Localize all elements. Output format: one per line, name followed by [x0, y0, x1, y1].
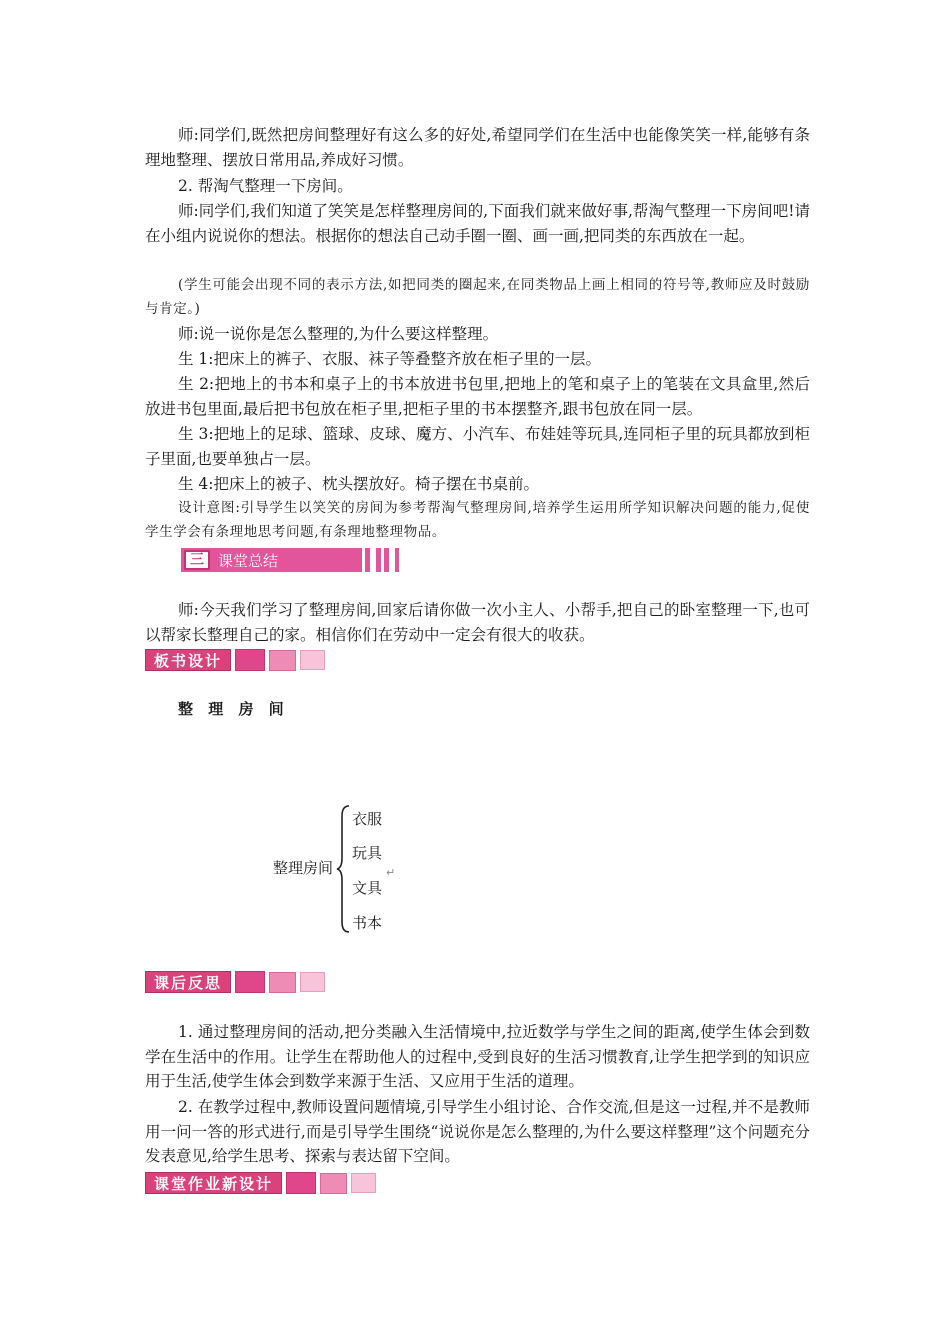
- paragraph: 师:同学们,我们知道了笑笑是怎样整理房间的,下面我们就来做好事,帮淘气整理一下房间吧!请在小组内说说你的想法。根据你的想法自己动手圈一圈、画一画,把同类的东西放在一起。: [145, 202, 810, 245]
- header-title: 板书设计: [145, 649, 231, 671]
- paragraph: 生 1:把床上的裤子、衣服、袜子等叠整齐放在柜子里的一层。: [178, 350, 602, 368]
- stripe: [389, 548, 395, 572]
- paragraph: 2. 帮淘气整理一下房间。: [178, 177, 353, 195]
- paragraph: 1. 通过整理房间的活动,把分类融入生活情境中,拉近数学与学生之间的距离,使学生体会到数学在生活中的作用。让学生在帮助他人的过程中,受到良好的生活习惯教育,让学生把学到的知识应用于生活,使学生体会到数学来源于生活、又应用于生活的道理。: [145, 1023, 810, 1090]
- board-title: 整 理 房 间: [178, 700, 289, 718]
- decor-square: [320, 1173, 347, 1194]
- section-label: 课堂总结: [218, 551, 279, 570]
- return-mark: ↵: [386, 866, 396, 879]
- mindmap-root: 整理房间: [273, 859, 334, 877]
- decor-square: [235, 971, 265, 993]
- board-design-header: [145, 649, 325, 671]
- decor-square: [300, 972, 325, 992]
- paragraph-note: (学生可能会出现不同的表示方法,如把同类的圈起来,在同类物品上画上相同的符号等,教师应及时鼓励与肯定。): [145, 277, 810, 317]
- decor-square: [235, 649, 265, 671]
- paragraph: 生 2:把地上的书本和桌子上的书本放进书包里,把地上的笔和桌子上的笔装在文具盒里,然后放进书包里面,最后把书包放在柜子里,把柜子里的书本摆整齐,跟书包放在同一层。: [145, 375, 810, 418]
- header-title: 课堂作业新设计: [145, 1172, 282, 1194]
- decor-square: [300, 650, 325, 670]
- reflection-header: [145, 971, 325, 993]
- decor-square: [269, 972, 296, 993]
- mindmap-item: 衣服: [352, 810, 383, 828]
- brace-icon: [336, 804, 352, 934]
- stripe: [370, 548, 376, 572]
- decor-square: [351, 1173, 376, 1193]
- paragraph: 生 4:把床上的被子、枕头摆放好。椅子摆在书桌前。: [178, 475, 540, 493]
- section-header-summary: [181, 548, 399, 572]
- section-number: 三: [184, 550, 210, 570]
- design-intent: 设计意图:引导学生以笑笑的房间为参考帮淘气整理房间,培养学生运用所学知识解决问题的能力,促使学生学会有条理地思考问题,有条理地整理物品。: [145, 500, 810, 540]
- stripe: [362, 548, 365, 572]
- paragraph: 师:说一说你是怎么整理的,为什么要这样整理。: [178, 325, 499, 343]
- paragraph: 生 3:把地上的足球、篮球、皮球、魔方、小汽车、布娃娃等玩具,连同柜子里的玩具都放到柜子里面,也要单独占一层。: [145, 425, 810, 468]
- decor-square: [269, 650, 296, 671]
- homework-header: [145, 1172, 376, 1194]
- paragraph: 2. 在教学过程中,教师设置问题情境,引导学生小组讨论、合作交流,但是这一过程,并不是教师用一问一答的形式进行,而是引导学生围绕“说说你是怎么整理的,为什么要这样整理”这个问题充分发表意见,给学生思考、探索与表达留下空间。: [145, 1098, 810, 1165]
- mindmap-item: 书本: [352, 914, 383, 932]
- decor-square: [286, 1172, 316, 1194]
- mindmap-item: 文具: [352, 879, 383, 897]
- mindmap-item: 玩具: [352, 844, 383, 862]
- paragraph: 师:今天我们学习了整理房间,回家后请你做一次小主人、小帮手,把自己的卧室整理一下,也可以帮家长整理自己的家。相信你们在劳动中一定会有很大的收获。: [145, 601, 810, 644]
- header-title: 课后反思: [145, 971, 231, 993]
- paragraph: 师:同学们,既然把房间整理好有这么多的好处,希望同学们在生活中也能像笑笑一样,能够有条理地整理、摆放日常用品,养成好习惯。: [145, 126, 810, 169]
- stripe: [381, 548, 384, 572]
